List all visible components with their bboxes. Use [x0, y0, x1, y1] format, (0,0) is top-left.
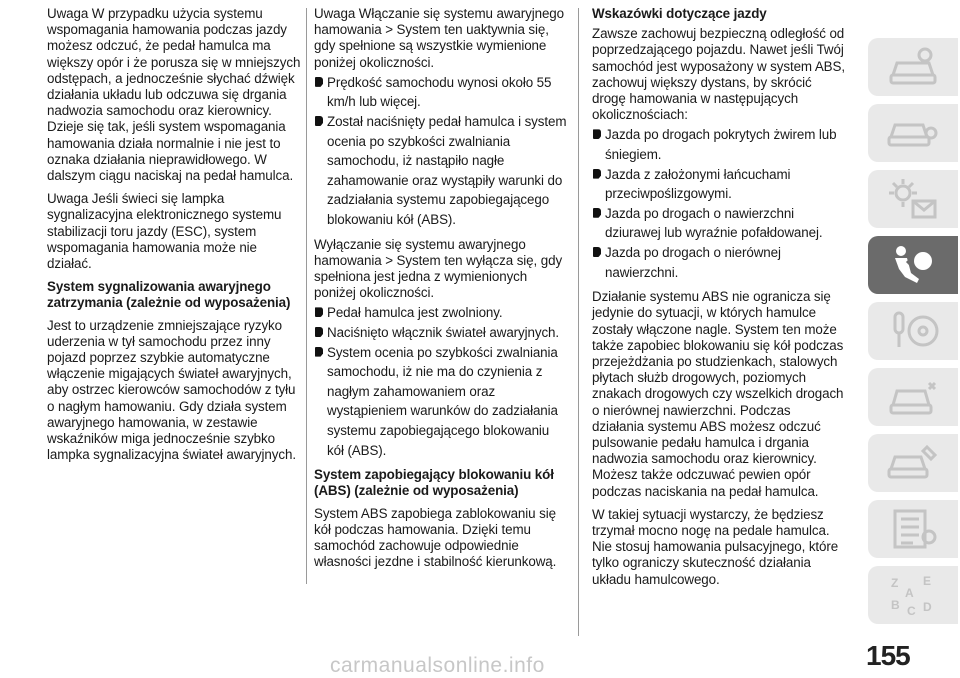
car-info-icon	[885, 45, 941, 89]
svg-text:C: C	[907, 604, 916, 617]
tab-emergency[interactable]	[868, 368, 958, 426]
car-key-icon	[885, 111, 941, 155]
index-icon	[885, 573, 941, 617]
paragraph-emergency-stop-signal: Jest to urządzenie zmniejszające ryzyko uderzenia w tył samochodu przez inny pojazd poprzez szybkie automatyczne włączenie migających świateł awaryjnych, aby ostrzec kierowców samochodów z tyłu o nagłym hamowaniu. Gdy działa system awaryjnego hamowania, w zestawie wskaźników miga jednocześnie szybko lampka sygnalizacyjna świateł awaryjnych.	[47, 317, 296, 463]
paragraph-safe-distance: Zawsze zachowuj bezpieczną odległość od poprzedzającego pojazdu. Nawet jeśli Twój samochód jest wyposażony w system ABS, zachowuj większy dystans, by skrócić drogę hamowania w następujących okolicznościach:	[592, 26, 845, 123]
technical-data-icon	[885, 507, 941, 551]
tab-warning-lights[interactable]	[868, 170, 958, 228]
note-activation: Uwaga Włączanie się systemu awaryjnego hamowania > System ten uaktywnia się, gdy spełnione są wszystkie wymienione poniżej okoliczności.	[314, 6, 564, 70]
warning-lights-icon	[885, 177, 941, 221]
emergency-icon	[885, 375, 941, 419]
svg-text:Z: Z	[891, 576, 899, 590]
section-heading-emergency-stop-signal: System sygnalizowania awaryjnego zatrzymania (zależnie od wyposażenia)	[47, 279, 291, 311]
list-item: Jazda po drogach o nierównej nawierzchni.	[592, 243, 845, 282]
tab-starting-driving[interactable]	[868, 302, 958, 360]
road-conditions-list	[592, 125, 845, 282]
list-item: Naciśnięto włącznik świateł awaryjnych.	[314, 323, 568, 343]
list-item: Jazda po drogach pokrytych żwirem lub śniegiem.	[592, 125, 845, 164]
svg-text:D: D	[923, 600, 932, 614]
activation-conditions-list	[314, 73, 568, 230]
paragraph-abs-operation: Działanie systemu ABS nie ogranicza się jedynie do sytuacji, w których hamulce zostały włączone nagle. System ten może także zapobiec blokowaniu się kół podczas przejeżdżania po studzienkach, stalowych płytach służb drogowych, poziomych znakach drogowych czy wszelkich drogach o nierównej nawierzchni. Podczas działania systemu ABS możesz odczuć pulsowanie pedału hamulca i drgania nadwozia samochodu oraz kierownicy. Możesz także odczuwać pewien opór podczas naciskania na pedał hamulca.	[592, 289, 844, 499]
tab-safety[interactable]	[868, 236, 958, 294]
deactivation-conditions-list	[314, 303, 568, 460]
watermark: carmanualsonline.info	[330, 654, 545, 677]
list-item: System ocenia po szybkości zwalniania samochodu, iż nie ma do czynienia z nagłym zahamowaniem oraz wystąpieniem warunków do zadziałania systemu zapobiegającego blokowaniu kół (ABS).	[314, 343, 568, 461]
column-2	[314, 6, 568, 577]
svg-text:B: B	[891, 598, 900, 612]
list-item: Jazda po drogach o nawierzchni dziurawej lub wyraźnie pofałdowanej.	[592, 204, 845, 243]
tab-maintenance[interactable]	[868, 434, 958, 492]
page-number: 155	[866, 640, 910, 671]
safety-airbag-icon	[885, 243, 941, 287]
section-heading-abs: System zapobiegający blokowaniu kół (ABS) (zależnie od wyposażenia)	[314, 467, 554, 499]
list-item: Pedał hamulca jest zwolniony.	[314, 303, 568, 323]
svg-text:A: A	[905, 586, 914, 600]
note-esc-lamp: Uwaga Jeśli świeci się lampka sygnalizacyjna elektronicznego systemu stabilizacji toru jazdy (ESC), system wspomagania hamowania może nie działać.	[47, 191, 282, 272]
list-item: Prędkość samochodu wynosi około 55 km/h lub więcej.	[314, 73, 568, 112]
tab-technical-data[interactable]	[868, 500, 958, 558]
column-1	[47, 6, 302, 470]
section-heading-driving-tips: Wskazówki dotyczące jazdy	[592, 6, 767, 21]
paragraph-hold-pedal: W takiej sytuacji wystarczy, że będziesz trzymał mocno nogę na pedale hamulca. Nie stosuj hamowania pulsacyjnego, które tylko ograniczy skuteczność działania układu hamulcowego.	[592, 506, 839, 587]
paragraph-abs: System ABS zapobiega zablokowaniu się kół podczas hamowania. Dzięki temu samochód zachowuje odpowiednie własności jezdne i stabilność kierunkową.	[314, 505, 557, 570]
list-item: Został naciśnięty pedał hamulca i system ocenia po szybkości zwalniania samochodu, iż nastąpiło nagłe zahamowanie oraz wystąpiły warunki do zadziałania systemu zapobiegającego blokowaniu kół (ABS).	[314, 112, 568, 230]
paragraph-deactivation: Wyłączanie się systemu awaryjnego hamowania > System ten wyłącza się, gdy spełniona jest jedna z wymienionych poniżej okoliczności.	[314, 236, 563, 301]
maintenance-icon	[885, 441, 941, 485]
svg-text:E: E	[923, 574, 932, 588]
column-divider	[578, 8, 579, 636]
column-3	[592, 6, 845, 595]
starting-driving-icon	[885, 309, 941, 353]
note-brake-assist: Uwaga W przypadku użycia systemu wspomagania hamowania podczas jazdy możesz odczuć, że pedał hamulca ma większy opór i że porusza się w mniejszych odstępach, a jednocześnie słychać dźwięk działania układu lub odczuwa się drgania nadwozia samochodu oraz kierownicy. Dzieje się tak, jeśli system wspomagania hamowania działa normalnie i nie jest to oznaka działania nieprawidłowego. W dalszym ciągu naciskaj na pedał hamulca.	[47, 6, 301, 184]
column-divider	[306, 8, 307, 584]
tab-car-info[interactable]	[868, 38, 958, 96]
list-item: Jazda z założonymi łańcuchami przeciwpoślizgowymi.	[592, 165, 845, 204]
chapter-tabs	[868, 38, 960, 625]
tab-index[interactable]	[868, 566, 958, 624]
tab-car-key[interactable]	[868, 104, 958, 162]
